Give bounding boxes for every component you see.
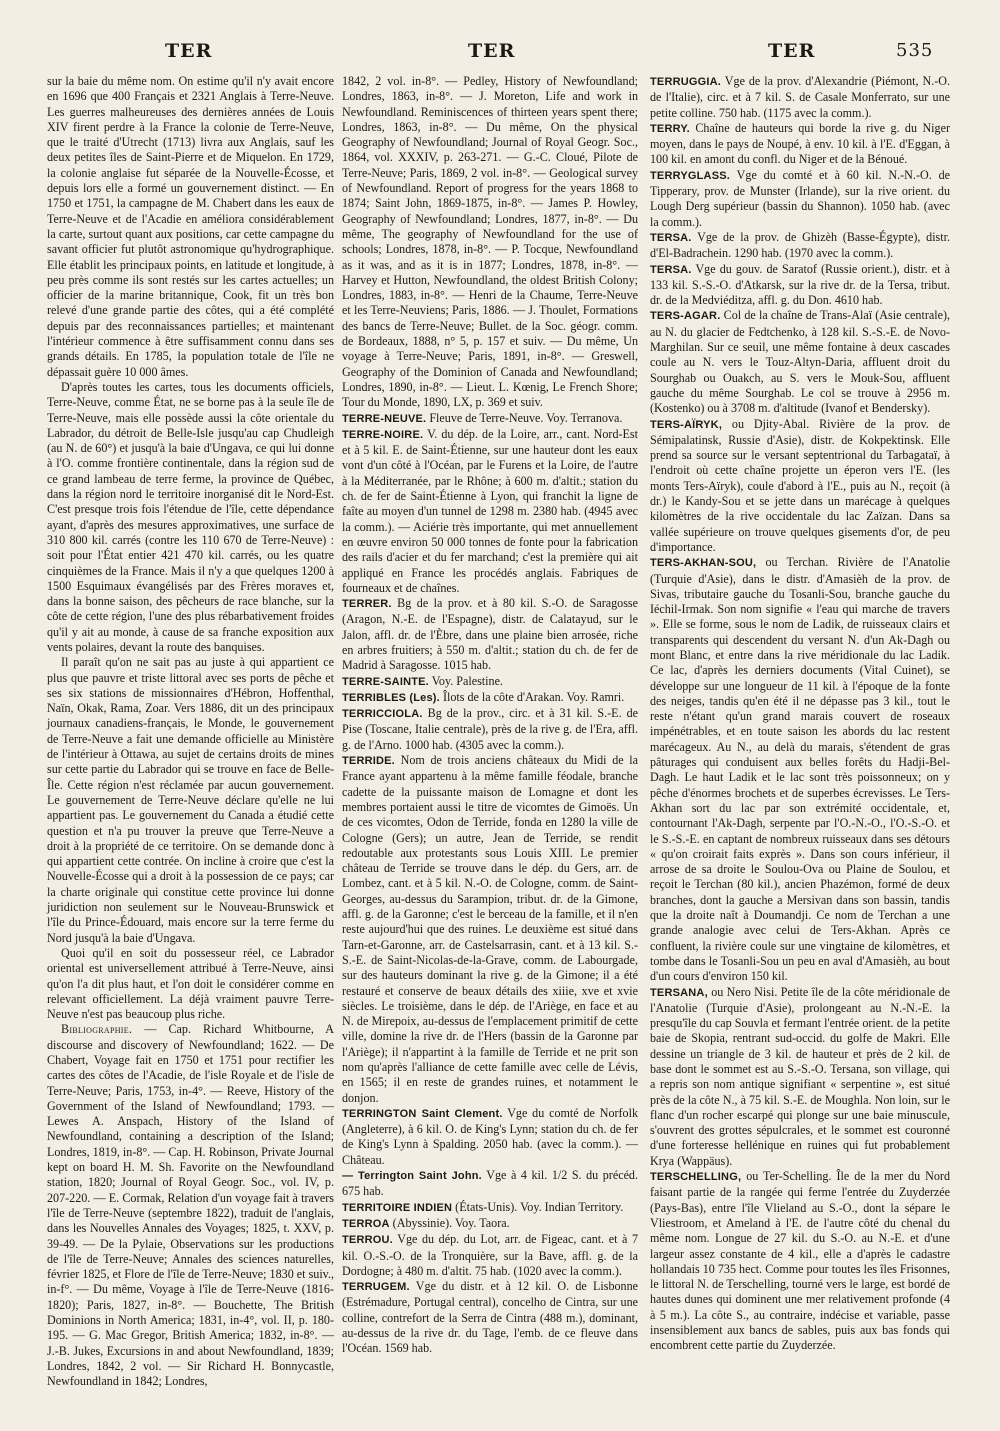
dictionary-entry	[342, 1279, 638, 1356]
dictionary-entry	[342, 427, 638, 596]
entry-headword: TERS-AKHAN-SOU,	[650, 557, 757, 570]
entry-text: Îlots de la côte d'Arakan. Voy. Ramri.	[439, 689, 625, 704]
column-middle	[342, 74, 638, 1374]
section-lead: Bibliographie.	[61, 1022, 133, 1037]
entry-headword: TERSA.	[650, 263, 692, 276]
dictionary-entry	[650, 985, 950, 1170]
entry-headword: TERRUGGIA.	[650, 76, 722, 88]
entry-text: ou Ter-Schelling. Île de la mer du Nord faisant partie de la rangée qui ferme l'entrée du Zuyderzée (Pays-Bas), entre l'île Vlieland au S.-O., dont la sépare le Vliestroom, et Ameland à l'E. de l'autre côté du chenal du même nom. Longue de 27 kil. du S.-O. au N.-E. et d'une largeur assez constante de 4 kil., elle a d'après le cadastre hollandais 10 735 hect. Comme pour toutes les îles Frisonnes, le littoral N. de Terschelling, tourné vers le large, est bordé de hautes dunes qui dominent une mer relativement profonde (4 à 5 m.). La côte S., au contraire, indécise et variable, passe insensiblement aux bancs de sables, puis aux bas fonds qui encombrent cette partie du Zuyderzée.	[650, 1169, 950, 1353]
entry-headword: TERRE-NEUVE.	[342, 412, 427, 425]
entry-text: 1842, 2 vol. in-8°. — Pedley, History of Newfoundland; Londres, 1863, in-8°. — J. Moreton, Life and work in Newfoundland. Reminiscences of thirteen years spent there; Londres, 1863, in-8°. — Du même, On the physical Geography of Newfoundland; Journal of Royal Geogr. Soc., 1864, vol. XXXIV, p. 263-271. — G.-C. Cloué, Pilote de Terre-Neuve; Paris, 1869, 2 vol. in-8°. — Geological survey of Newfoundland. Report of progress for the years 1868 to 1874; Saint John, 1869-1875, in-8°. — James P. Howley, Geography of Newfoundland; Londres, 1877, in-8°. — Du même, The geography of Newfoundland for the use of schools; Londres, 1878, in-8°. — P. Tocque, Newfoundland as it was, and as it is in 1877; Londres, 1878, in-8°. — Harvey et Hutton, Newfoundland, the oldest British Colony; Londres, 1883, in-8°. — Henri de la Chaume, Terre-Neuve et les Terre-Neuviens; Paris, 1886. — J. Thoulet, Formations des bancs de Terre-Neuve; Bullet. de la Soc. géogr. comm. de Bordeaux, 1888, n° 5, p. 157 et suiv. — Du même, Un voyage à Terre-Neuve; Paris, 1891, in-8°. — Greswell, Geography of the Dominion of Canada and Newfoundland; Londres, 1890, in-8°. — Lieut. L. Kœnig, Le French Shore; Tour du Monde, 1890, LX, p. 369 et suiv.	[342, 74, 638, 410]
dictionary-entry	[342, 1106, 638, 1168]
dictionary-entry	[650, 1169, 950, 1354]
entry-headword: TERSA.	[650, 231, 692, 244]
dictionary-entry	[342, 596, 638, 673]
entry-text: Il paraît qu'on ne sait pas au juste à qui appartient ce plus que pauvre et triste littoral avec ses ports de pêche et ses six stations de missionnaires d'Hébron, Hoffenthal, Naïn, Okak, Rama, Zoar. Vers 1886, dit un des principaux journaux canadiens-français, le Monde, le gouvernement de Terre-Neuve a fait une demande officielle au Ministère de l'intérieur à Ottawa, au sujet de certains droits de mines sur cette partie du Labrador qui se trouve en face de Belle-Île. Cette région n'est réclamée par aucun gouvernement. Le gouvernement de Terre-Neuve déclare qu'elle ne lui appartient pas. Le gouvernement du Canada a étudié cette question et n'a pu trouver la preuve que Terre-Neuve a droit à la propriété de ce territoire. On se demande donc à qui appartient cette contrée. On incline à croire que c'est la Nouvelle-Écosse qui a droit à la possession de ce pays; car la charte originale qui constitue cette province lui donne juridiction non seulement sur le Nouveau-Brunswick et l'île du Prince-Édouard, mais encore sur la terre ferme du Nord jusqu'à la baie d'Ungava.	[47, 655, 334, 945]
dictionary-entry	[650, 262, 950, 309]
entry-text: Vge du comté et à 60 kil. N.-N.-O. de Tipperary, prov. de Munster (Irlande), sur la rive orient. du Lough Derg supérieur (bassin du Shannon). 1050 hab. (avec la comm.).	[650, 167, 950, 229]
entry-text: Quoi qu'il en soit du possesseur réel, ce Labrador oriental est universellement attribué à Terre-Neuve, ainsi qu'on l'a dit plus haut, et l'on doit le considérer comme en relevant officiellement. La déjà vraiment pauvre Terre-Neuve n'est pas beaucoup plus riche.	[47, 945, 334, 1022]
page-number: 535	[896, 40, 934, 61]
entry-text: Vge du comté de Norfolk (Angleterre), à 6 kil. O. de King's Lynn; station du ch. de fer de King's Lynn à Spalding. 2050 hab. (avec la comm.). — Château.	[342, 1105, 638, 1167]
entry-headword: — Terrington Saint John.	[342, 1170, 482, 1183]
dictionary-entry	[650, 74, 950, 121]
entry-text: ou Nero Nisi. Petite île de la côte méridionale de l'Anatolie (Turquie d'Asie), prolongeant au N.-N.-E. la presqu'île du cap Souvla et fermant l'entrée orient. de la petite baie de Skopia, rentrant sud-occid. du golfe de Makri. Elle dessine un triangle de 3 kil. de hauteur et près de 2 kil. de base dont le sommet est au S.-S.-O. Tersana, son village, qui a repris son nom antique signifiant « serpentine », est situé près de la côte N., à 75 kil. S.-E. de Moughla. Non loin, sur le flanc d'un rocher escarpé qui plonge sur une baie minuscule, s'ouvrent des grottes sépulcrales, et le sommet est couronné d'une forteresse hellénique en ruines qui fut probablement Krya (Wappäus).	[650, 984, 950, 1168]
entry-headword: TERS-AÏRYK,	[650, 418, 723, 431]
text-paragraph	[47, 380, 334, 655]
entry-text: V. du dép. de la Loire, arr., cant. Nord-Est et à 5 kil. E. de Saint-Étienne, sur une hauteur dont les eaux vont d'un côté à l'Océan, par le Furens et la Loire, de l'autre à la Méditerranée, par le Rhône; à 600 m. d'altit.; station du ch. de fer de Saint-Étienne à Lyon, qui franchit la ligne de faîte au moyen d'un tunnel de 1298 m. 2380 hab. (4945 avec la comm.). — Aciérie très importante, qui met annuellement en œuvre environ 50 000 tonnes de fonte pour la fabrication des rails d'acier et du fer marchand; c'est la première qui ait appliqué en France les procédés anglais. Fabriques de fourneaux et de chaînes.	[342, 426, 638, 595]
entry-headword: TERS-AGAR.	[650, 310, 721, 323]
dictionary-entry	[650, 417, 950, 556]
entry-text: Fleuve de Terre-Neuve. Voy. Terranova.	[426, 410, 623, 425]
entry-text: Nom de trois anciens châteaux du Midi de la France ayant appartenu à la même famille féodale, branche cadette de la puissante maison de Lomagne et dont les membres portaient aussi le titre de vicomtes de Gimoës. Un de ces vicomtes, Odon de Terride, fonda en 1280 la ville de Cologne (Gers); un autre, Jean de Terride, se rendit redoutable aux protestants sous Louis XIII. Le premier château de Terride se trouve dans le dép. du Gers, arr. de Lombez, cant. et à 5 kil. N.-O. de Cologne, comm. de Saint-Georges, au-dessus du Sarampion, tribut. dr. de la Gimone, affl. g. de la Garonne; c'est le berceau de la famille, et il n'en reste aujourd'hui que des ruines. Le deuxième est situé dans Tarn-et-Garonne, arr. de Castelsarrasin, cant. et à 13 kil. S.-S.-E. de Saint-Nicolas-de-la-Grave, comm. de Labourgade, sur des hauteurs dominant la rive g. de la Gimone; il a été restauré et conserve de beaux détails des xiiie, xve et xvie siècles. Le troisième, dans le dép. de l'Ariège, en face et au N. de Mirepoix, au-dessus de l'emplacement primitif de cette ville, domine la rive dr. de l'Hers (bassin de la Garonne par l'Ariège); il n'appartint à la famille de Terride et ne prit son nom qu'après l'alliance de cette famille avec celle de Lévis, en 1565; il en reste de grandes ruines, et notamment le donjon.	[342, 753, 638, 1105]
entry-headword: TERRE-SAINTE.	[342, 675, 429, 688]
running-head-center: TER	[468, 40, 516, 62]
dictionary-entry	[342, 1216, 638, 1232]
entry-text: ou Djity-Abal. Rivière de la prov. de Sémipalatinsk, Russie d'Asie), distr. de Kokpektinsk. Elle prend sa source sur le versant septentrional du Tarbagataï, à l'endroit où cette chaîne projette un éperon vers l'E. (les monts Ters-Aïryk), coule d'abord à l'E., puis au N., reçoit (à dr.) le Kandy-Sou et se jette dans un marécage à quelques kilomètres de la rive occidentale du lac Zaïzan. Dans sa vallée supérieure on trouve quelques gisements d'or, de peu d'importance.	[650, 416, 950, 554]
entry-text: Chaîne de hauteurs qui borde la rive g. du Niger moyen, dans le pays de Noupé, à env. 10 kil. à l'E. d'Eggan, à 100 kil. en amont du confl. du Niger et de la Bénoué.	[650, 120, 950, 167]
entry-headword: TERRICCIOLA.	[342, 708, 423, 721]
entry-headword: TERROA	[342, 1217, 390, 1230]
text-paragraph	[47, 946, 334, 1022]
entry-text: Bg de la prov., circ. et à 31 kil. S.-E. de Pise (Toscane, Italie centrale), près de la rive g. de l'Era, affl. g. de l'Arno. 1000 hab. (4305 avec la comm.).	[342, 706, 638, 752]
text-paragraph	[47, 74, 334, 380]
entry-headword: TERROU.	[342, 1234, 393, 1247]
text-paragraph	[47, 655, 334, 946]
dictionary-entry	[342, 1232, 638, 1279]
entry-headword: TERRIDE.	[342, 755, 395, 768]
entry-headword: TERRE-NOIRE.	[342, 428, 424, 441]
dictionary-entry	[342, 1200, 638, 1216]
entry-text: Vge du gouv. de Saratof (Russie orient.), distr. et à 133 kil. S.-S.-O. d'Atkarsk, sur la rive dr. de la Tersa, tribut. dr. de la Medviéditza, affl. g. du Don. 4610 hab.	[650, 261, 950, 308]
dictionary-entry	[342, 674, 638, 690]
entry-headword: TERRIBLES (Les).	[342, 691, 440, 704]
dictionary-entry	[342, 753, 638, 1106]
entry-text: Vge de la prov. de Ghizèh (Basse-Égypte), distr. d'El-Badrachein. 1290 hab. (1970 avec la comm.).	[650, 229, 950, 261]
entry-headword: TERRY.	[650, 122, 690, 135]
text-paragraph	[342, 74, 638, 411]
dictionary-entry	[342, 690, 638, 706]
entry-text: Vge de la prov. d'Alexandrie (Piémont, N.-O. de l'Italie), circ. et à 7 kil. S. de Casale Monferrato, sur une petite colline. 750 hab. (1175 avec la comm.).	[650, 74, 950, 120]
entry-headword: TERRUGEM.	[342, 1281, 410, 1294]
text-paragraph	[47, 1022, 334, 1389]
entry-text: Vge du distr. et à 12 kil. O. de Lisbonne (Estrémadure, Portugal central), concelho de Cintra, sur une colline, contrefort de la Serra de Cintra (488 m.), dominant, au-dessus de la rive dr. du Tage, l'emb. de ce fleuve dans l'Océan. 1569 hab.	[342, 1279, 638, 1356]
entry-text: D'après toutes les cartes, tous les documents officiels, Terre-Neuve, comme État, ne se borne pas à la seule île de Terre-Neuve, mais elle possède aussi la côte orientale du Labrador, du détroit de Belle-Isle jusqu'au cap Chudleigh (au N. de 60°) et jusqu'à la baie d'Ungava, ce qui lui donne à l'O. comme frontière continentale, dans la région sud de ce grand lambeau de terre ferme, la province de Québec, dans la région nord le territoire inorganisé dit le Nord-Est. C'est presque trois fois l'étendue de l'île, cette dépendance ayant, d'après des mesures approximatives, une surface de 310 800 kil. carrés (contre les 110 670 de Terre-Neuve) : soit pour l'État entier 421 470 kil. carrés, ou les quatre cinquièmes de la France. Mais il n'y a que quelques 1200 à 1500 Esquimaux évangélisés par des Frères moraves et, dans la bonne saison, des pêcheurs de race blanche, sur la côte de cette région, l'une des plus rébarbativement froides qu'il y ait au monde, à cause de sa franche exposition aux vents polaires, devant la route des banquises.	[47, 379, 334, 654]
dictionary-entry	[342, 1168, 638, 1200]
entry-text: sur la baie du même nom. On estime qu'il n'y avait encore en 1696 que 400 Français et 2321 Anglais à Terre-Neuve. Les guerres malheureuses des dernières années de Louis XIV firent perdre à la France la colonie de Terre-Neuve, que le traité d'Utrecht (1713) livra aux Anglais, sauf les deux petites îles de Saint-Pierre et de Miquelon. En 1729, la colonie anglaise fut séparée de la Nouvelle-Écosse, et depuis lors elle a formé un gouvernement distinct. — En 1750 et 1751, la campagne de M. Chabert dans les eaux de Terre-Neuve et de l'Acadie en améliora considérablement la carte, surtout quant aux positions, car cette campagne du savant officier fut plutôt astronomique qu'hydrographique. Elle établit les principaux points, en latitude et longitude, à peu près comme ils sont restés sur les cartes actuelles; un officier de la marine britannique, Cook, fit un très bon relevé d'une grande partie des côtes, qui a été complété depuis par des reconnaissances partielles; et maintenant l'intérieur commence à être suffisamment connu dans ses grands détails. En 1785, la population totale de l'île ne dépassait guère 10 000 âmes.	[47, 74, 334, 379]
entry-text: (Abyssinie). Voy. Taora.	[389, 1215, 510, 1230]
running-head-left: TER	[165, 40, 213, 62]
entry-text: — Cap. Richard Whitbourne, A discourse and discovery of Newfoundland; 1622. — De Chabert, Voyage fait en 1750 et 1751 pour rectifier les cartes des côtes de l'Acadie, de l'isle Royale et de l'isle de Terre-Neuve; Paris, 1753, in-4°. — Reeve, History of the Government of the Island of Newfoundland; 1793. — Lewes A. Anspach, History of the Island of Newfoundland, containing a description of the Island; Londres, 1819, in-8°. — Cap. H. Robinson, Private Journal kept on board H. M. Sh. Favorite on the Newfoundland station, 1820; Journal of Royal Geogr. Soc., vol. IV, p. 207-220. — E. Cormak, Relation d'un voyage fait à travers l'île de Terre-Neuve (septembre 1822), traduit de l'anglais, dans les Nouvelles Annales des Voyages; 1825, t. XXV, p. 39-49. — De la Pylaie, Observations sur les productions de l'île de Terre-Neuve; Annales des sciences naturelles, février 1825, et Flore de l'île de Terre-Neuve; 1830 et suiv., in-f°. — Du même, Voyage à l'île de Terre-Neuve (1816-1820); Paris, 1827, in-8°. — Bouchette, The British Dominions in North America; 1831, in-4°, vol. II, p. 180-195. — G. Mac Gregor, British America; 1832, in-8°. — J.-B. Jukes, Excursions in and about Newfoundland, 1839; Londres, 1842, 2 vol. — Sir Richard H. Bonnycastle, Newfoundland in 1842; Londres,	[47, 1022, 334, 1389]
dictionary-entry	[342, 411, 638, 427]
entry-headword: TERRYGLASS.	[650, 169, 731, 182]
entry-text: Vge du dép. du Lot, arr. de Figeac, cant. et à 7 kil. O.-S.-O. de la Tronquière, sur la Bave, affl. g. de la Dordogne; à 480 m. d'altit. 75 hab. (1020 avec la comm.).	[342, 1232, 638, 1278]
column-left	[47, 74, 334, 1389]
dictionary-entry	[650, 308, 950, 416]
entry-headword: TERRER.	[342, 598, 392, 611]
running-head-right: TER	[768, 40, 816, 62]
entry-text: Vge à 4 kil. 1/2 S. du précéd. 675 hab.	[342, 1168, 639, 1199]
entry-text: (États-Unis). Voy. Indian Territory.	[452, 1199, 624, 1214]
entry-text: Col de la chaîne de Trans-Alaï (Asie centrale), au N. du glacier de Fedtchenko, à 128 kil. S.-S.-E. de Novo-Marghilan. Sur ce seuil, une même fontaine à deux cascades coule au N. vers le Touz-Altyn-Daria, affluent droit du Sourghab ou Ouakch, au S. vers le Mouk-Sou, affluent gauche du même Sourghab. Le col se trouve à 2956 m. (Kostenko) ou à 3708 m. d'altitude (Ivanof et Bendersky).	[650, 308, 950, 416]
entry-headword: TERSCHELLING,	[650, 1171, 742, 1184]
entry-text: Bg de la prov. et à 80 kil. S.-O. de Saragosse (Aragon, N.-E. de l'Espagne), distr. de Calatayud, sur le Jalon, affl. dr. de l'Èbre, dans une plaine bien arrosée, riche en arbres fruitiers; à 550 m. d'altit.; station du ch. de fer de Madrid à Saragosse. 1015 hab.	[342, 596, 638, 673]
dictionary-entry	[342, 706, 638, 753]
dictionary-entry	[650, 168, 950, 230]
dictionary-entry	[650, 230, 950, 262]
entry-headword: TERRITOIRE INDIEN	[342, 1201, 453, 1214]
dictionary-entry	[650, 555, 950, 984]
entry-headword: TERRINGTON Saint Clement.	[342, 1107, 503, 1120]
entry-text: Voy. Palestine.	[428, 673, 503, 688]
entry-headword: TERSANA,	[650, 986, 708, 999]
dictionary-entry	[650, 121, 950, 168]
column-right	[650, 74, 950, 1374]
entry-text: ou Terchan. Rivière de l'Anatolie (Turquie d'Asie), dans le distr. d'Amasièh de la prov. de Sivas, tributaire gauche du Tosanli-Sou, branche gauche du Iéchil-Irmak. Son nom signifie « l'eau qui marche de travers ». Elle se forme, sous le nom de Ladik, de ruisseaux clairs et transparents qui descendent du versant N. d'un Ak-Dagh ou mont Blanc, et entre dans la rive méridionale du lac Ladik. Ce lac, d'après les derniers documents (Vital Cuinet), se développe sur une longueur de 11 kil. à l'époque de la fonte des neiges, tandis qu'en été il ne dépasse pas 3 kil., tout le reste n'étant qu'un grand marais couvert de roseaux impénétrables, et en toute saison les abords du lac restent marécageux. Au N., au delà du marais, s'étendent de gras pâturages qui conduisent aux belles forêts du Hadji-Bel-Dagh. Le haut Ladik et le lac sont très poissonneux; on y pêche d'énormes brochets et de superbes écrevisses. Le Ters-Akhan sort du lac par son extrémité occidentale, et, contournant l'Ak-Dagh, serpente par l'O.-N.-O., l'O.-S.-O. et le S.-S.-E. en captant de nombreux ruisseaux dans ses détours « qu'on croirait faits exprès ». Dans son cours inférieur, il arrose de sa droite le Soulou-Ova ou Plaine de Soulou, et reçoit le Terchan (80 kil.), ancien Phazémon, formé de deux branches, dont la gauche a Mersivan dans son bassin, tandis que la droite naît à Doumandji. Ce nom de Terchan a une grande analogie avec celui de Ters-Akhan. Après ce confluent, la rivière coule sur une vingtaine de kilomètres, et tombe dans le Tosanli-Sou un peu en aval d'Amasièh, au bout d'un cours d'environ 150 kil.	[650, 555, 950, 984]
